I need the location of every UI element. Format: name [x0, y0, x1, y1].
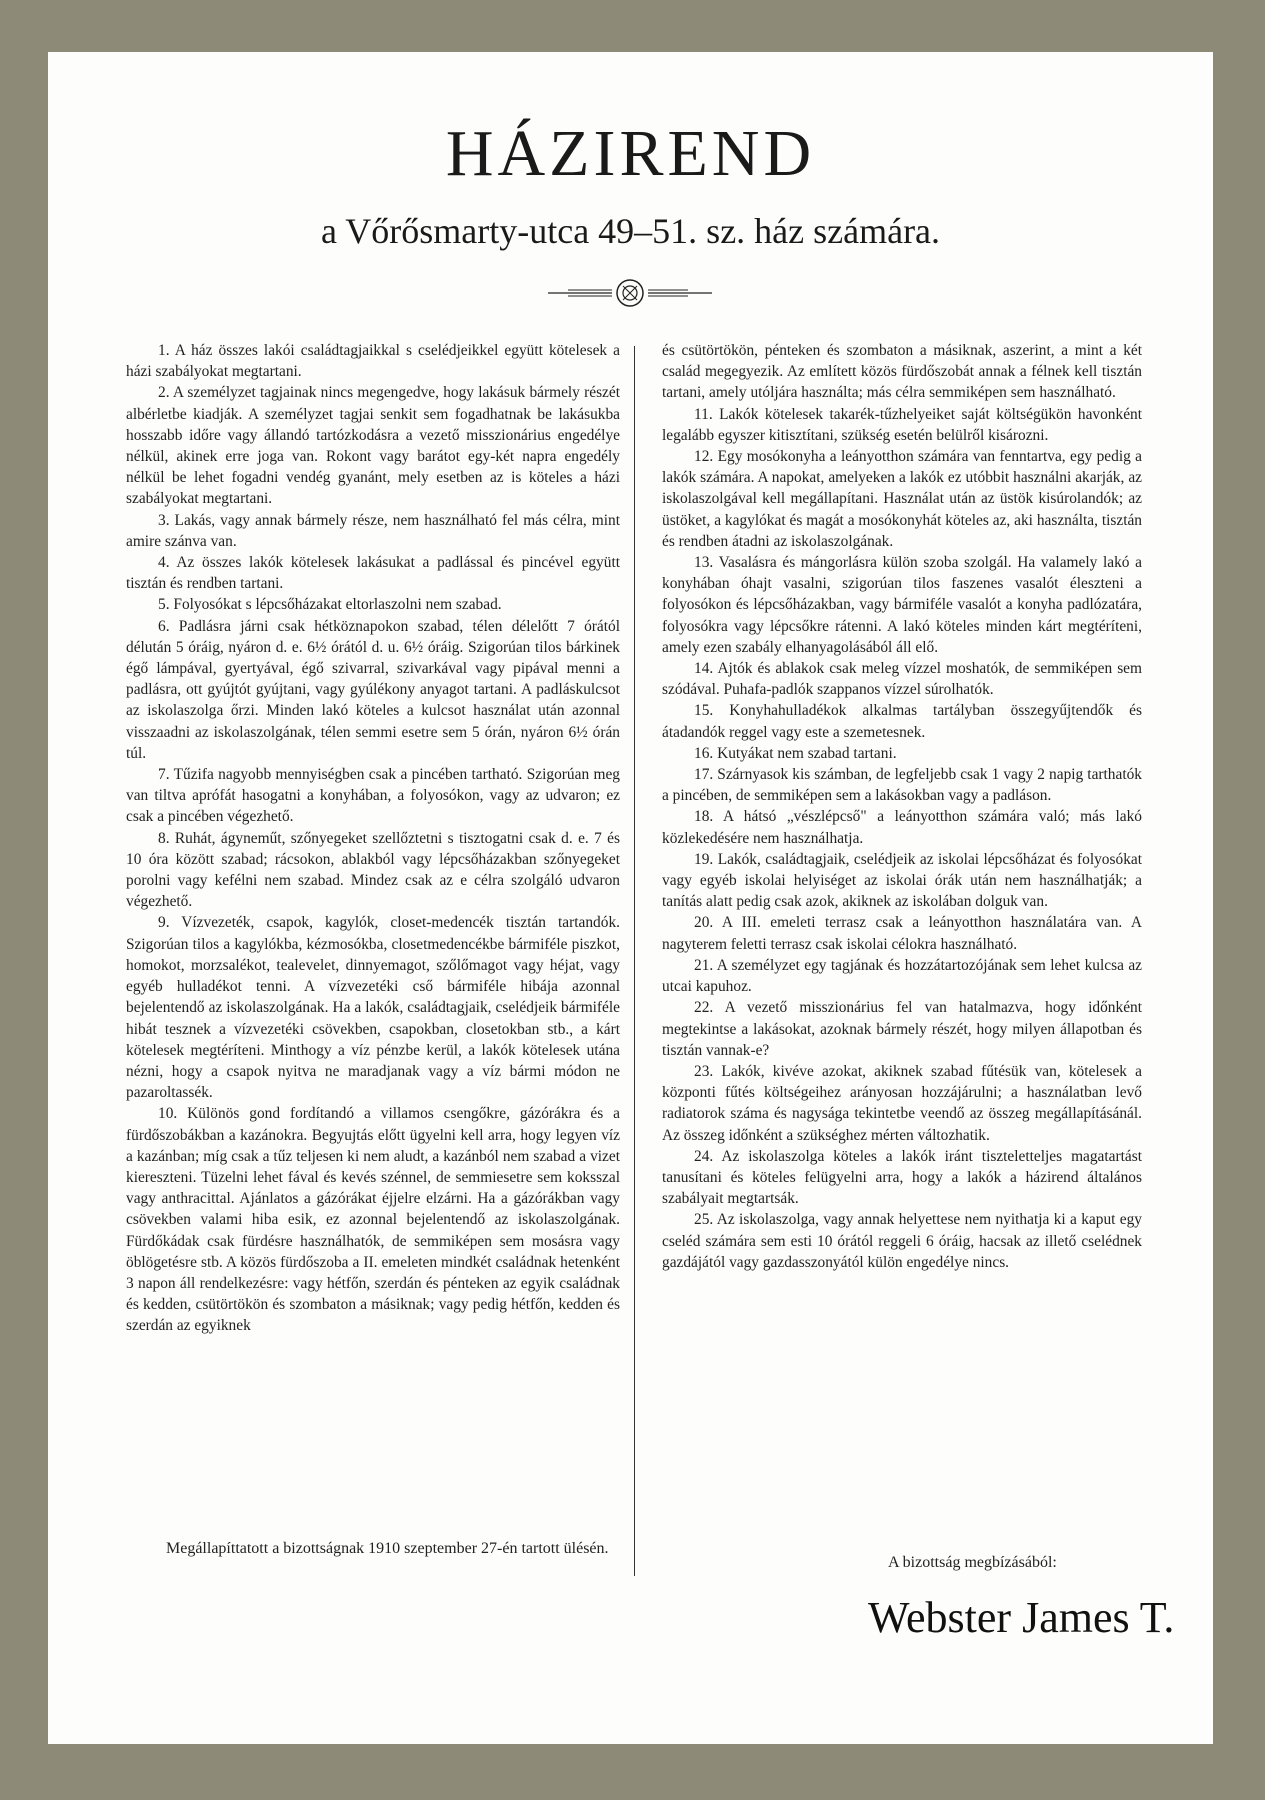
- right-column: [662, 340, 1142, 1273]
- rule-paragraph: 22. A vezető misszionárius fel van hatalmazva, hogy időnként megtekintse a lakásokat, azoknak bármely részét, hogy milyen állapotban és tisztán vannak-e?: [662, 999, 1142, 1059]
- document-subtitle: a Vőrősmarty-utca 49–51. sz. ház számára.: [320, 211, 941, 251]
- rule-paragraph: 10. Különös gond fordítandó a villamos csengőkre, gázórákra és a fürdőszobákban a kazánokra. Begyujtás előtt ügyelni kell arra, hogy legyen víz a kazánban; míg csak a tűz teljesen ki nem aludt, a kazánból nem szabad a vizet kiereszteni. Tüzelni lehet fával és kevés szénnel, de semmiesetre sem koksszal vagy anthracittal. Ajánlatos a gázórákat éjjelre elzárni. Ha a gázórákban vagy csövekben valami hiba esik, ez azonnal bejelentendő az iskolaszolgának. Fürdőkádak csak fürdésre használhatók, de semmiképen sem mosásra vagy öblögetésre stb. A közös fürdőszoba a II. emeleten mindkét családnak hetenként 3 napon áll rendelkezésre: vagy hétfőn, szerdán és pénteken az egyik családnak és kedden, csütörtökön és szombaton a másiknak; vagy pedig hétfőn, kedden és szerdán az egyiknek: [126, 1105, 620, 1335]
- rule-paragraph: és csütörtökön, pénteken és szombaton a másiknak, aszerint, a mint a két család megegyezik. Az említett közös fürdőszobát annak a félnek kell tisztán tartani, amely utóljára használta; más célra semmiképen sem használható.: [662, 342, 1142, 402]
- left-column: [126, 340, 620, 1337]
- rule-paragraph: 11. Lakók kötelesek takarék-tűzhelyeiket saját költségükön havonként legalább egyszer kitisztítani, szükség esetén belülről kisározni.: [662, 405, 1142, 444]
- rule-paragraph: 2. A személyzet tagjainak nincs megengedve, hogy lakásuk bármely részét albérletbe kiadják. A személyzet tagjai senkit sem fogadhatnak be lakásukba hosszabb időre vagy állandó tartózkodásra a vezető misszionárius engedélye nélkül, akinek erre joga van. Rokont vagy barátot egy-két napra engedély nélkül be lehet fogadni vendég gyanánt, mely esetben az is köteles a házi szabályokat megtartani.: [126, 384, 620, 508]
- rule-paragraph: 4. Az összes lakók kötelesek lakásukat a padlással és pincével együtt tisztán és rendben tartani.: [126, 554, 620, 593]
- rule-paragraph: 15. Konyhahulladékok alkalmas tartályban összegyűjtendők és átadandók reggel vagy este a szemetesnek.: [662, 702, 1142, 741]
- committee-mandate: A bizottság megbízásából:: [888, 1554, 1057, 1571]
- rule-paragraph: 21. A személyzet egy tagjának és hozzátartozójának sem lehet kulcsa az utcai kapuhoz.: [662, 956, 1142, 996]
- rule-paragraph: 3. Lakás, vagy annak bármely része, nem használható fel más célra, mint amire szánva van.: [126, 511, 620, 550]
- document-page: [48, 52, 1213, 1744]
- adoption-note: Megállapíttatott a bizottságnak 1910 szeptember 27-én tartott ülésén.: [166, 1540, 609, 1557]
- rule-paragraph: 18. A hátsó „vészlépcső" a leányotthon számára való; más lakó közlekedésére nem használhatja.: [662, 808, 1142, 847]
- column-divider: [634, 346, 635, 1576]
- rule-paragraph: 19. Lakók, családtagjaik, cselédjeik az iskolai lépcsőházat és folyosókat vagy egyéb iskolai helyiséget az iskolai órák után nem használhatják; a tanítás alatt pedig csak azok, akiknek az iskolában dolguk van.: [662, 850, 1142, 911]
- rule-paragraph: 17. Szárnyasok kis számban, de legfeljebb csak 1 vagy 2 napig tarthatók a pincében, de semmiképen sem a lakásokban vagy a padláson.: [662, 766, 1142, 805]
- rule-paragraph: 12. Egy mosókonyha a leányotthon számára van fenntartva, egy pedig a lakók számára. A napokat, amelyeken a lakók ez utóbbit használni akarják, az iskolaszolgával kell megállapítani. Használat után az üstök kisúrolandók; az üstöket, a kagylókat és magát a mosókonyhát köteles az, aki használta, tisztán és rendben átadni az iskolaszolgának.: [662, 448, 1142, 550]
- rule-paragraph: 16. Kutyákat nem szabad tartani.: [694, 744, 897, 762]
- rule-paragraph: 25. Az iskolaszolga, vagy annak helyettese nem nyithatja ki a kaput egy cseléd számára sem esti 10 órától reggeli 6 óráig, hacsak az illető cselédnek gazdájától vagy gazdasszonyától külön engedélye nincs.: [662, 1211, 1142, 1271]
- rule-paragraph: 23. Lakók, kivéve azokat, akiknek szabad fűtésük van, kötelesek a központi fűtés költségeihez arányosan hozzájárulni; a használatban levő radiatorok száma és nagysága tekintetbe veendő az összeg megállapításánál. Az összeg időnként a szükséghez mérten változhatik.: [662, 1062, 1142, 1144]
- rule-paragraph: 24. Az iskolaszolga köteles a lakók iránt tiszteletteljes magatartást tanusítani és köteles felügyelni arra, hogy a lakók a házirend általános szabályait megtartsák.: [662, 1147, 1142, 1208]
- signature: Webster James T.: [868, 1593, 1175, 1642]
- rule-paragraph: 20. A III. emeleti terrasz csak a leányotthon használatára van. A nagyterem feletti terrasz csak iskolai célokra használható.: [662, 914, 1142, 953]
- rule-paragraph: 13. Vasalásra és mángorlásra külön szoba szolgál. Ha valamely lakó a konyhában óhajt vasalni, szigorúan tilos faszenes vasalót éleszteni a folyosókon és lépcsőházakban, vagy bármiféle vasalót a konyha padlózatára, folyosókra vagy lépcsőkre rátenni. A lakó köteles minden kárt megtéríteni, amely ezen szabály elhanyagolásából áll elő.: [662, 554, 1142, 656]
- rule-paragraph: 14. Ajtók és ablakok csak meleg vízzel moshatók, de semmiképen sem szódával. Puhafa-padlók szappanos vízzel súrolhatók.: [662, 660, 1142, 699]
- ornament-divider: [548, 276, 712, 310]
- document-title: HÁZIREND: [445, 117, 816, 190]
- rule-paragraph: 1. A ház összes lakói családtagjaikkal s cselédjeikkel együtt kötelesek a házi szabályokat megtartani.: [126, 342, 620, 381]
- rule-paragraph: 8. Ruhát, ágyneműt, szőnyegeket szellőztetni s tisztogatni csak d. e. 7 és 10 óra között szabad; rácsokon, ablakból vagy lépcsőházakban szőnyegeket porolni vagy kefélni nem szabad. Mindez csak az e célra szolgáló udvaron végezhető.: [126, 829, 620, 911]
- rule-paragraph: 6. Padlásra járni csak hétköznapokon szabad, télen délelőtt 7 órától délután 5 óráig, nyáron d. e. 6½ órától d. u. 6½ óráig. Szigorúan tilos bárkinek égő lámpával, gyertyával, égő szivarral, szivarkával vagy pipával menni a padlásra, ott gyújtót gyújtani, vagy gyúlékony anyagot tartani. A padláskulcsot az iskolaszolga őrzi. Minden lakó köteles a kulcsot használat után azonnal visszaadni az iskolaszolgának, télen semmi esetre sem 5 órán, nyáron 6½ órán túl.: [126, 617, 620, 762]
- rule-paragraph: 7. Tűzifa nagyobb mennyiségben csak a pincében tartható. Szigorúan meg van tiltva aprófát hasogatni a konyhában, a folyosókon, vagy az udvaron; ez csak a pincében végezhető.: [126, 766, 620, 826]
- rule-paragraph: 5. Folyosókat s lépcsőházakat eltorlaszolni nem szabad.: [158, 596, 502, 614]
- rule-paragraph: 9. Vízvezeték, csapok, kagylók, closet-medencék tisztán tartandók. Szigorúan tilos a kagylókba, kézmosókba, closetmedencékbe bármiféle piszkot, homokot, morzsalékot, tealevelet, dinnyemagot, szőlőmagot vagy héjat, vagy egyéb hulladékot tenni. A vízvezetéki cső bármiféle hibája azonnal bejelentendő az iskolaszolgának. Ha a lakók, családtagjaik, cselédjeik bármiféle hibát tesznek a vízvezetéki csövekben, csapokban, closetokban stb., a kárt kötelesek megtéríteni. Minthogy a víz pénzbe kerül, a lakók kötelesek utána nézni, hogy a csapok nyitva ne maradjanak vagy a víz bármi módon ne pazaroltassék.: [126, 914, 620, 1102]
